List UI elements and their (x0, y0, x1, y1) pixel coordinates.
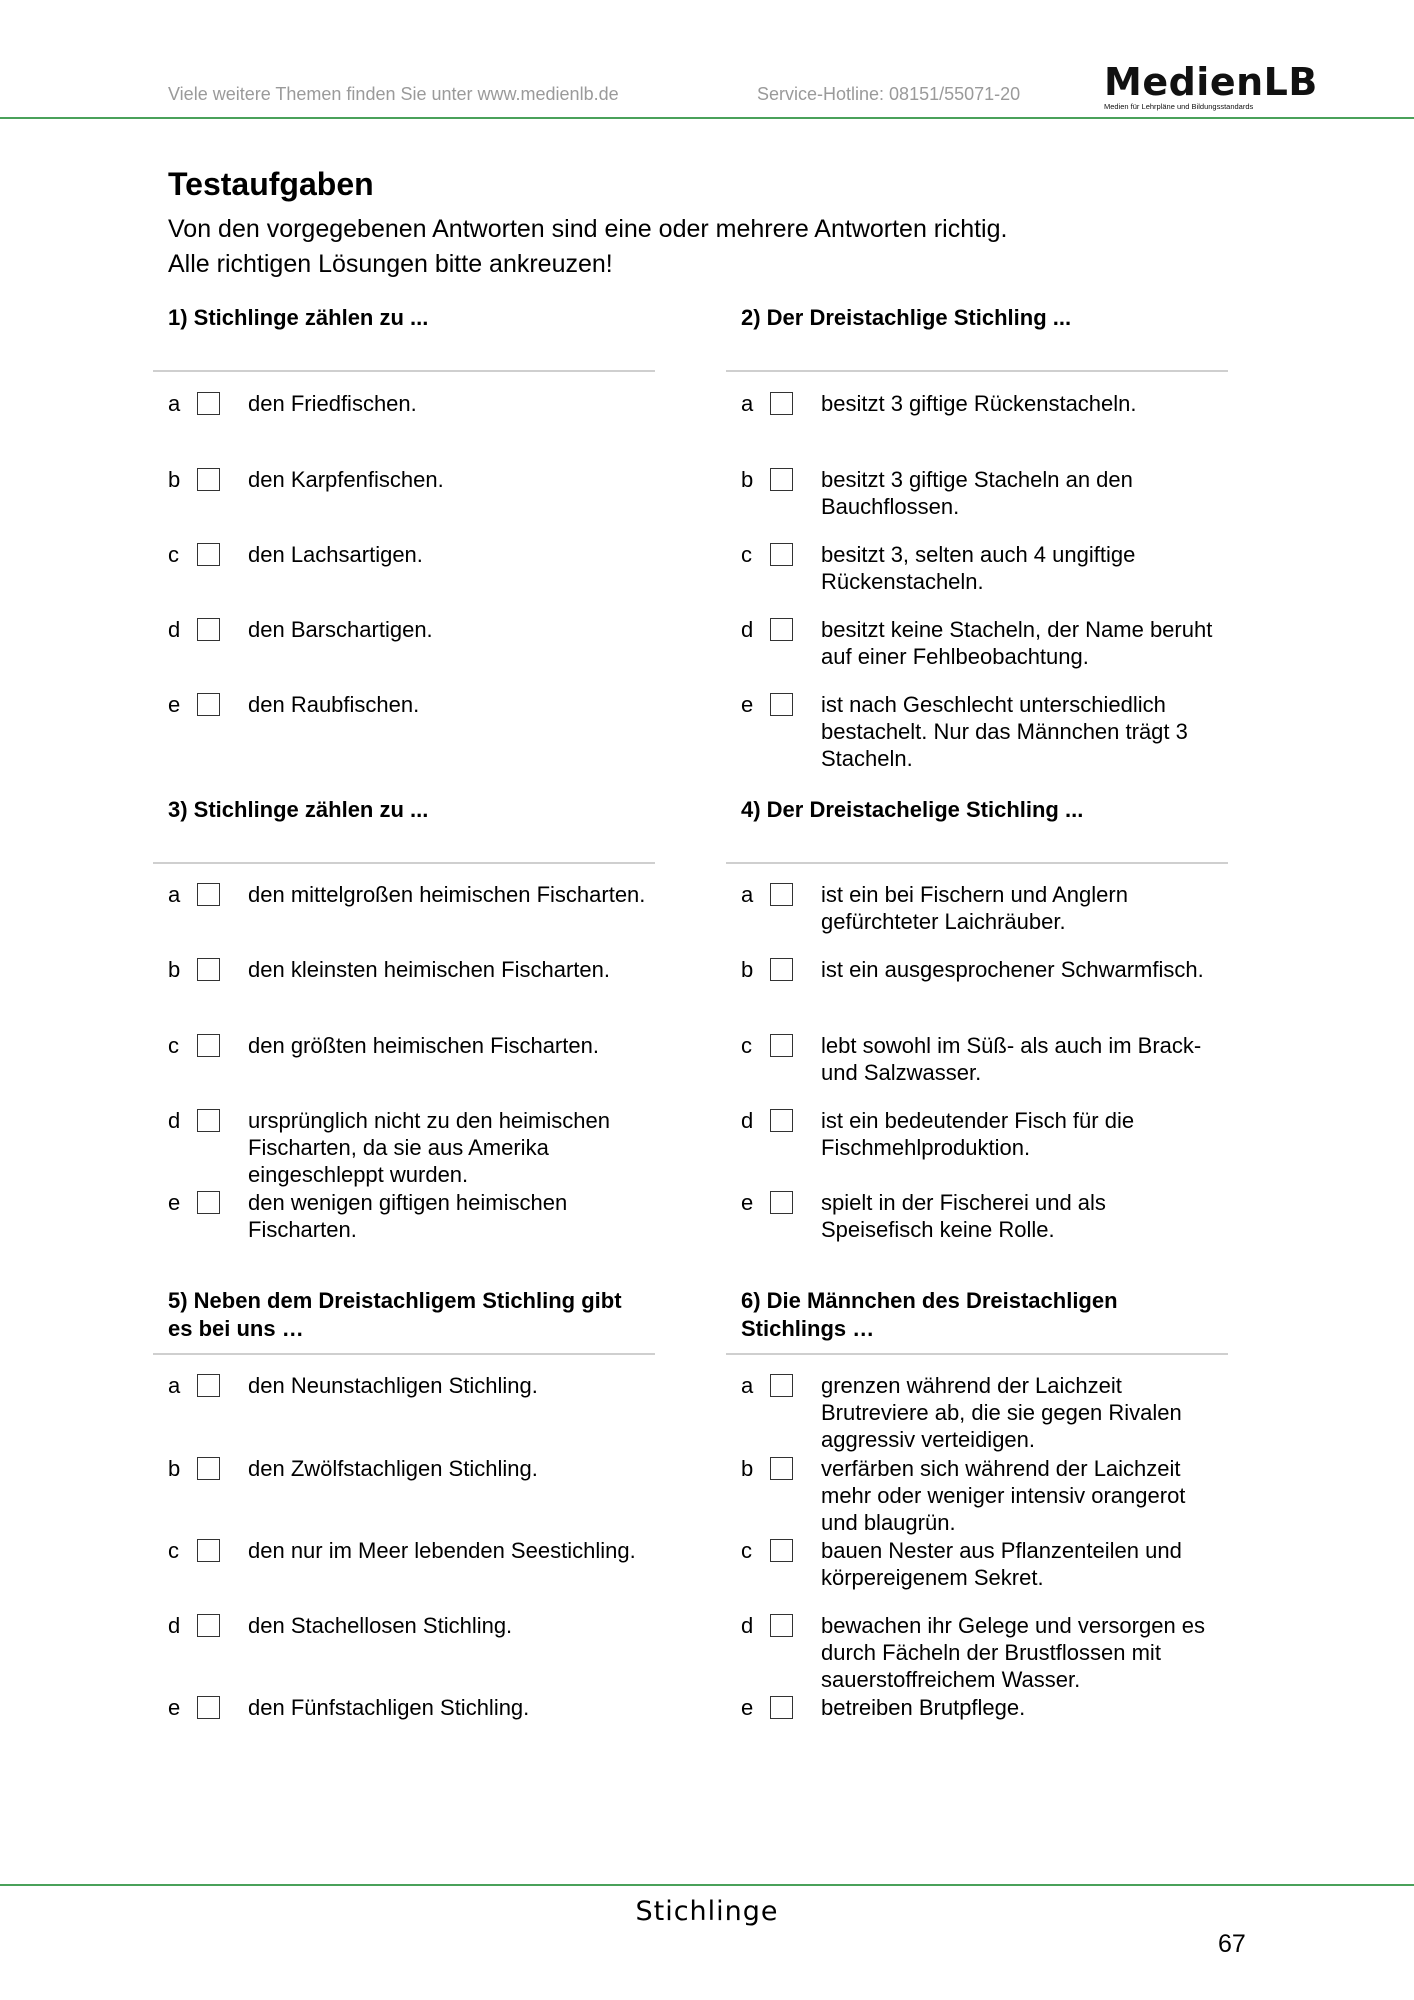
answer-text-line: ursprünglich nicht zu den heimischen (248, 1108, 610, 1133)
answer-text-line: den nur im Meer lebenden Seestichling. (248, 1538, 636, 1563)
answer-text-line: bewachen ihr Gelege und versorgen es (821, 1613, 1206, 1638)
answer-letter: e (741, 1695, 754, 1720)
answer-text-line: ist ein bedeutender Fisch für die (821, 1108, 1135, 1133)
answer-text-line: körpereigenem Sekret. (821, 1565, 1044, 1590)
answer-text (248, 1372, 538, 1399)
answer-text-line: mehr oder weniger intensiv orangerot (821, 1483, 1186, 1508)
answer-text-line: Fischarten, da sie aus Amerika (248, 1135, 549, 1160)
question-divider (153, 862, 655, 864)
answer-text-line: verfärben sich während der Laichzeit (821, 1456, 1181, 1481)
answer-text (248, 390, 417, 417)
answer-letter: b (741, 1456, 754, 1481)
answer-text (248, 1189, 567, 1243)
answer-text (821, 956, 1204, 983)
answer-checkbox[interactable] (770, 1696, 793, 1719)
answer-text-line: besitzt 3, selten auch 4 ungiftige (821, 542, 1136, 567)
answer-checkbox[interactable] (197, 693, 220, 716)
answer-text-line: betreiben Brutpflege. (821, 1695, 1026, 1720)
answer-letter: d (168, 1613, 181, 1638)
answer-checkbox[interactable] (197, 543, 220, 566)
answer-text-line: Stacheln. (821, 746, 913, 771)
answer-checkbox[interactable] (197, 1109, 220, 1132)
answer-text-line: grenzen während der Laichzeit (821, 1373, 1122, 1398)
question-title (741, 796, 1083, 824)
answer-checkbox[interactable] (770, 958, 793, 981)
answer-text-line: den Stachellosen Stichling. (248, 1613, 513, 1638)
answer-checkbox[interactable] (197, 1696, 220, 1719)
answer-text (821, 881, 1128, 935)
answer-text (821, 1612, 1205, 1693)
answer-text (248, 881, 645, 908)
answer-text (248, 1694, 529, 1721)
answer-text-line: und Salzwasser. (821, 1060, 982, 1085)
answer-letter: d (741, 1108, 754, 1133)
answer-letter: e (741, 1190, 754, 1215)
answer-letter: a (168, 882, 181, 907)
answer-text (821, 1372, 1182, 1453)
answer-checkbox[interactable] (770, 618, 793, 641)
answer-text-line: durch Fächeln der Brustflossen mit (821, 1640, 1161, 1665)
answer-checkbox[interactable] (197, 392, 220, 415)
answer-checkbox[interactable] (197, 618, 220, 641)
intro-text (168, 212, 1007, 282)
answer-letter: a (168, 1373, 181, 1398)
question-title-line: 1) Stichlinge zählen zu ... (168, 305, 429, 330)
answer-letter: b (741, 467, 754, 492)
answer-text-line: den kleinsten heimischen Fischarten. (248, 957, 610, 982)
answer-checkbox[interactable] (770, 883, 793, 906)
question-divider (153, 370, 655, 372)
question-title-line: 5) Neben dem Dreistachligem Stichling gibt (168, 1288, 622, 1313)
answer-checkbox[interactable] (197, 468, 220, 491)
question-divider (726, 1353, 1228, 1355)
footer-topic: Stichlinge (635, 1896, 779, 1927)
answer-text (821, 616, 1212, 670)
answer-text (248, 541, 423, 568)
answer-text-line: den Neunstachligen Stichling. (248, 1373, 538, 1398)
answer-letter: d (741, 1613, 754, 1638)
answer-letter: c (741, 542, 752, 567)
answer-text-line: ist ein ausgesprochener Schwarmfisch. (821, 957, 1204, 982)
answer-text (248, 691, 419, 718)
answer-text-line: lebt sowohl im Süß- als auch im Brack- (821, 1033, 1202, 1058)
medienlb-logo (1104, 60, 1318, 111)
answer-checkbox[interactable] (197, 1034, 220, 1057)
answer-text (821, 1107, 1134, 1161)
answer-checkbox[interactable] (770, 1539, 793, 1562)
answer-letter: a (741, 391, 754, 416)
answer-text (821, 1455, 1185, 1536)
answer-text-line: aggressiv verteidigen. (821, 1427, 1036, 1452)
intro-line: Von den vorgegebenen Antworten sind eine oder mehrere Antworten richtig. (168, 215, 1008, 243)
answer-checkbox[interactable] (770, 543, 793, 566)
answer-checkbox[interactable] (197, 958, 220, 981)
header-hotline-text: Service-Hotline: 08151/55071-20 (757, 84, 1021, 104)
question-divider (153, 1353, 655, 1355)
intro-line: Alle richtigen Lösungen bitte ankreuzen! (168, 250, 613, 278)
answer-letter: b (168, 1456, 181, 1481)
answer-text (821, 1032, 1201, 1086)
answer-text-line: besitzt 3 giftige Rückenstacheln. (821, 391, 1137, 416)
answer-letter: c (168, 1033, 179, 1058)
question-title-line: 3) Stichlinge zählen zu ... (168, 797, 429, 822)
question-title (168, 796, 428, 824)
answer-letter: d (741, 617, 754, 642)
answer-text (821, 691, 1188, 772)
answer-text-line: den Raubfischen. (248, 692, 420, 717)
answer-text-line: bestachelt. Nur das Männchen trägt 3 (821, 719, 1188, 744)
answer-text-line: den mittelgroßen heimischen Fischarten. (248, 882, 646, 907)
answer-letter: a (741, 882, 754, 907)
answer-letter: e (168, 1695, 181, 1720)
header-divider (0, 117, 1414, 119)
answer-text-line: sauerstoffreichem Wasser. (821, 1667, 1081, 1692)
answer-text (248, 1107, 610, 1188)
answer-text (248, 1032, 599, 1059)
answer-text-line: spielt in der Fischerei und als (821, 1190, 1106, 1215)
answer-checkbox[interactable] (770, 1034, 793, 1057)
question-title (741, 1287, 1118, 1343)
answer-letter: c (168, 542, 179, 567)
answer-letter: d (168, 617, 181, 642)
answer-text-line: den wenigen giftigen heimischen (248, 1190, 568, 1215)
answer-text-line: Fischmehlproduktion. (821, 1135, 1031, 1160)
question-title-line: es bei uns … (168, 1316, 304, 1341)
page-number: 67 (1218, 1930, 1246, 1958)
answer-text (248, 616, 433, 643)
answer-text-line: den Fünfstachligen Stichling. (248, 1695, 530, 1720)
answer-text-line: ist ein bei Fischern und Anglern (821, 882, 1128, 907)
question-divider (726, 370, 1228, 372)
answer-text-line: den Karpfenfischen. (248, 467, 444, 492)
answer-checkbox[interactable] (197, 1374, 220, 1397)
answer-text-line: den Barschartigen. (248, 617, 433, 642)
answer-letter: c (168, 1538, 179, 1563)
answer-checkbox[interactable] (197, 1457, 220, 1480)
answer-text (248, 956, 610, 983)
answer-checkbox[interactable] (770, 468, 793, 491)
answer-letter: e (168, 1190, 181, 1215)
question-title (741, 304, 1071, 332)
answer-text-line: und blaugrün. (821, 1510, 956, 1535)
question-title-line: 2) Der Dreistachlige Stichling ... (741, 305, 1072, 330)
answer-text (248, 1455, 538, 1482)
answer-letter: e (741, 692, 754, 717)
answer-text (821, 390, 1137, 417)
question-title-line: 4) Der Dreistachelige Stichling ... (741, 797, 1084, 822)
question-title-line: Stichlings … (741, 1316, 875, 1341)
answer-text-line: den Lachsartigen. (248, 542, 423, 567)
answer-text-line: Brutreviere ab, die sie gegen Rivalen (821, 1400, 1182, 1425)
answer-letter: a (741, 1373, 754, 1398)
answer-text-line: eingeschleppt wurden. (248, 1162, 469, 1187)
answer-letter: e (168, 692, 181, 717)
answer-checkbox[interactable] (770, 1191, 793, 1214)
page-title: Testaufgaben (168, 166, 374, 202)
answer-text (821, 1694, 1025, 1721)
answer-text-line: besitzt 3 giftige Stacheln an den (821, 467, 1133, 492)
question-divider (726, 862, 1228, 864)
answer-text-line: ist nach Geschlecht unterschiedlich (821, 692, 1166, 717)
logo-name: MedienLB (1104, 60, 1318, 104)
answer-text-line: Fischarten. (248, 1217, 357, 1242)
answer-checkbox[interactable] (197, 1614, 220, 1637)
answer-text-line: den größten heimischen Fischarten. (248, 1033, 599, 1058)
answer-checkbox[interactable] (197, 883, 220, 906)
answer-text-line: Speisefisch keine Rolle. (821, 1217, 1055, 1242)
answer-text-line: auf einer Fehlbeobachtung. (821, 644, 1089, 669)
answer-letter: b (168, 467, 181, 492)
answer-letter: c (741, 1033, 752, 1058)
answer-checkbox[interactable] (770, 392, 793, 415)
answer-letter: a (168, 391, 181, 416)
answer-letter: d (168, 1108, 181, 1133)
answer-letter: b (168, 957, 181, 982)
answer-letter: b (741, 957, 754, 982)
answer-text (821, 541, 1135, 595)
answer-text-line: den Zwölfstachligen Stichling. (248, 1456, 538, 1481)
answer-text-line: Bauchflossen. (821, 494, 960, 519)
answer-text-line: besitzt keine Stacheln, der Name beruht (821, 617, 1213, 642)
footer-divider (0, 1884, 1414, 1886)
answer-checkbox[interactable] (770, 1457, 793, 1480)
answer-text (248, 1612, 512, 1639)
answer-text (821, 1189, 1106, 1243)
answer-letter: c (741, 1538, 752, 1563)
answer-checkbox[interactable] (197, 1539, 220, 1562)
logo-tagline: Medien für Lehrpläne und Bildungsstandards (1104, 102, 1254, 111)
answer-text-line: Rückenstacheln. (821, 569, 984, 594)
answer-text (821, 466, 1133, 520)
question-title (168, 1287, 622, 1343)
question-title-line: 6) Die Männchen des Dreistachligen (741, 1288, 1118, 1313)
answer-checkbox[interactable] (770, 1614, 793, 1637)
answer-text-line: den Friedfischen. (248, 391, 417, 416)
answer-text-line: gefürchteter Laichräuber. (821, 909, 1066, 934)
answer-checkbox[interactable] (770, 1374, 793, 1397)
answer-text-line: bauen Nester aus Pflanzenteilen und (821, 1538, 1182, 1563)
header-website-text: Viele weitere Themen finden Sie unter www.medienlb.de (168, 84, 619, 104)
answer-text (248, 466, 444, 493)
answer-checkbox[interactable] (197, 1191, 220, 1214)
answer-checkbox[interactable] (770, 1109, 793, 1132)
answer-text (248, 1537, 636, 1564)
answer-checkbox[interactable] (770, 693, 793, 716)
question-title (168, 304, 428, 332)
answer-text (821, 1537, 1182, 1591)
